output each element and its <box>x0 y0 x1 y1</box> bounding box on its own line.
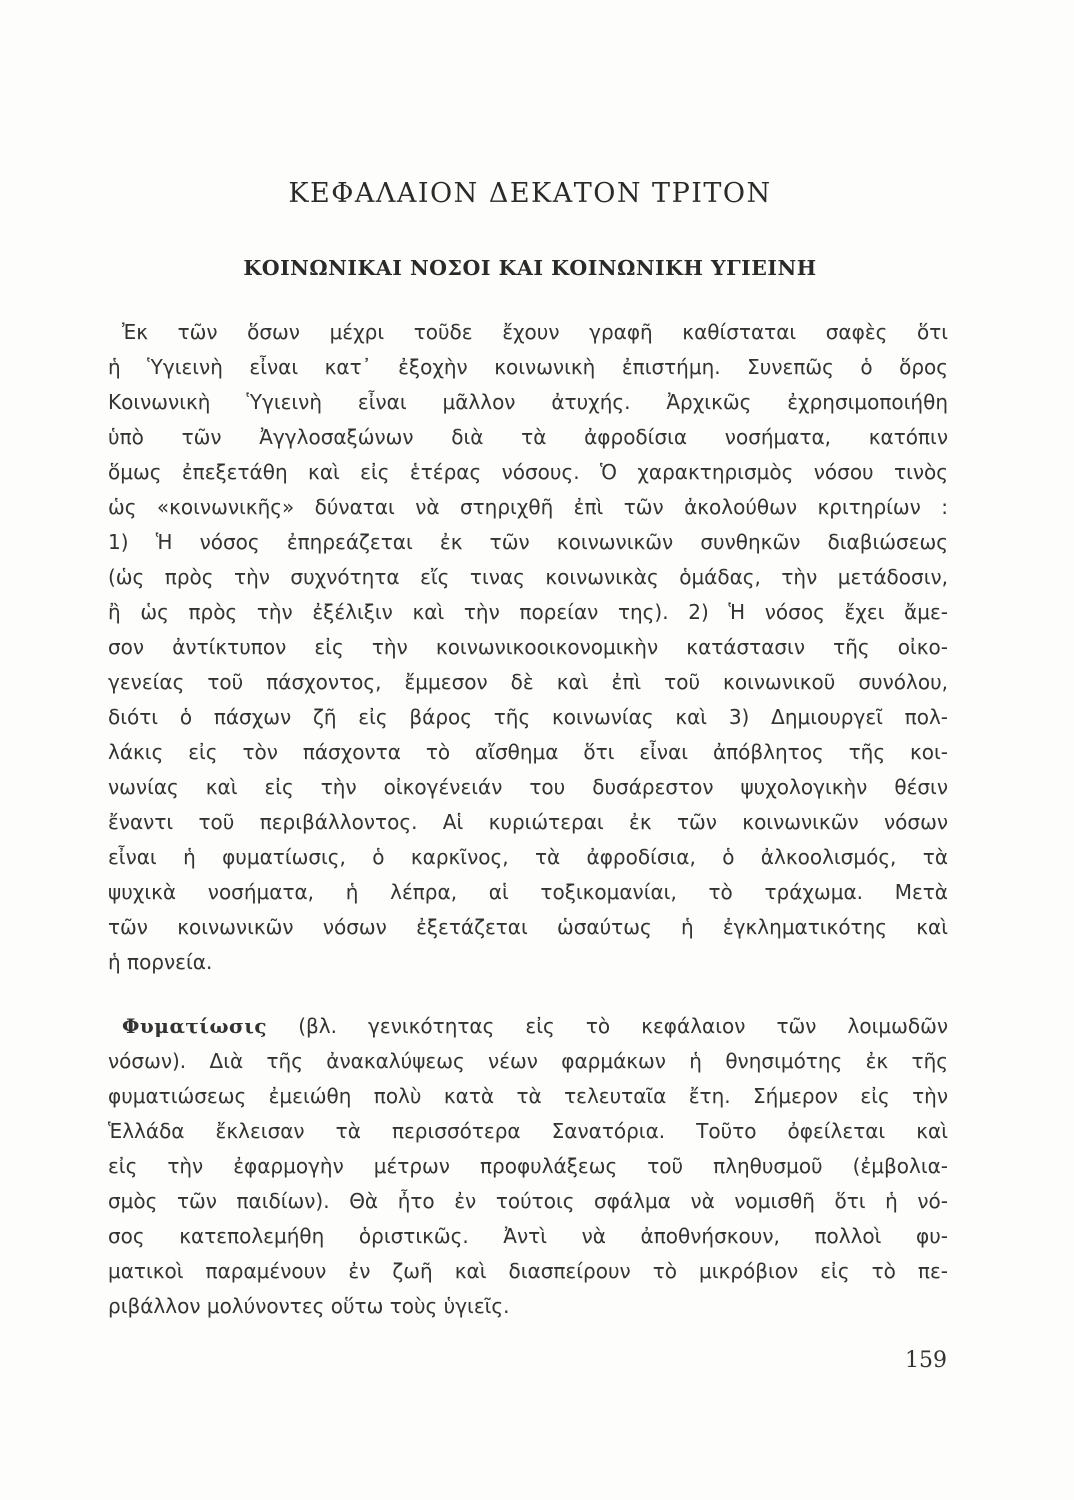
text-line: λάκις εἰς τὸν πάσχοντα τὸ αἴσθημα ὅτι εἶναι ἀπόβλητος τῆς κοι- <box>108 740 948 764</box>
text-line: τῶν κοινωνικῶν νόσων ἐξετάζεται ὡσαύτως ἡ ἐγκληματικότης καὶ <box>108 915 948 939</box>
text-fragment: (βλ. γενικότητας εἰς τὸ κεφάλαιον τῶν λοιμωδῶν <box>298 1014 948 1038</box>
text-line: 1) Ἡ νόσος ἐπηρεάζεται ἐκ τῶν κοινωνικῶν συνθηκῶν διαβιώσεως <box>108 530 948 554</box>
text-line: (ὡς πρὸς τὴν συχνότητα εἴς τινας κοινωνικὰς ὁμάδας, τὴν μετάδοσιν, <box>108 565 948 589</box>
text-line: ἢ ὡς πρὸς τὴν ἐξέλιξιν καὶ τὴν πορείαν της). 2) Ἡ νόσος ἔχει ἄμε- <box>108 600 948 624</box>
text-line: νωνίας καὶ εἰς τὴν οἰκογένειάν του δυσάρεστον ψυχολογικὴν θέσιν <box>108 775 948 799</box>
text-line: Ἐκ τῶν ὅσων μέχρι τοῦδε ἔχουν γραφῆ καθίσταται σαφὲς ὅτι <box>122 320 948 344</box>
text-line: φυματιώσεως ἐμειώθη πολὺ κατὰ τὰ τελευταῖα ἔτη. Σήμερον εἰς τὴν <box>108 1084 948 1108</box>
text-line: Ἑλλάδα ἔκλεισαν τὰ περισσότερα Σανατόρια. Τοῦτο ὀφείλεται καὶ <box>108 1119 948 1143</box>
text-line: ὡς «κοινωνικῆς» δύναται νὰ στηριχθῆ ἐπὶ τῶν ἀκολούθων κριτηρίων : <box>108 495 948 519</box>
text-line: νόσων). Διὰ τῆς ἀνακαλύψεως νέων φαρμάκων ἡ θνησιμότης ἐκ τῆς <box>108 1049 948 1073</box>
text-line: γενείας τοῦ πάσχοντος, ἔμμεσον δὲ καὶ ἐπὶ τοῦ κοινωνικοῦ συνόλου, <box>108 670 948 694</box>
text-line <box>122 1012 948 1042</box>
text-line: εἶναι ἡ φυματίωσις, ὁ καρκῖνος, τὰ ἀφροδίσια, ὁ ἀλκοολισμός, τὰ <box>108 845 948 869</box>
section-title: ΚΟΙΝΩΝΙΚΑΙ ΝΟΣΟΙ ΚΑΙ ΚΟΙΝΩΝΙΚΗ ΥΓΙΕΙΝΗ <box>243 256 817 280</box>
text-line: ριβάλλον μολύνοντες οὕτω τοὺς ὑγιεῖς. <box>108 1294 510 1318</box>
text-line: Κοινωνικὴ Ὑγιεινὴ εἶναι μᾶλλον ἀτυχής. Ἀρχικῶς ἐχρησιμοποιήθη <box>108 390 948 414</box>
text-line: ἡ Ὑγιεινὴ εἶναι κατ᾽ ἐξοχὴν κοινωνικὴ ἐπιστήμη. Συνεπῶς ὁ ὅρος <box>108 355 948 379</box>
text-line: εἰς τὴν ἐφαρμογὴν μέτρων προφυλάξεως τοῦ πληθυσμοῦ (ἐμβολια- <box>108 1154 948 1178</box>
text-line: ὅμως ἐπεξετάθη καὶ εἰς ἑτέρας νόσους. Ὁ χαρακτηρισμὸς νόσου τινὸς <box>108 460 948 484</box>
chapter-title: ΚΕΦΑΛΑΙΟΝ ΔΕΚΑΤΟΝ ΤΡΙΤΟΝ <box>288 178 772 209</box>
page-number: 159 <box>905 1348 947 1373</box>
text-line: σον ἀντίκτυπον εἰς τὴν κοινωνικοοικονομικὴν κατάστασιν τῆς οἰκο- <box>108 635 948 659</box>
text-line: ὑπὸ τῶν Ἀγγλοσαξώνων διὰ τὰ ἀφροδίσια νοσήματα, κατόπιν <box>108 425 948 449</box>
text-line: σος κατεπολεμήθη ὁριστικῶς. Ἀντὶ νὰ ἀποθνήσκουν, πολλοὶ φυ- <box>108 1224 948 1248</box>
text-line: διότι ὁ πάσχων ζῆ εἰς βάρος τῆς κοινωνίας καὶ 3) Δημιουργεῖ πολ- <box>108 705 948 729</box>
text-line: ψυχικὰ νοσήματα, ἡ λέπρα, αἱ τοξικομανίαι, τὸ τράχωμα. Μετὰ <box>108 880 948 904</box>
text-line: ἡ πορνεία. <box>108 950 213 974</box>
text-line: ἔναντι τοῦ περιβάλλοντος. Αἱ κυριώτεραι ἐκ τῶν κοινωνικῶν νόσων <box>108 810 948 834</box>
text-line: ματικοὶ παραμένουν ἐν ζωῆ καὶ διασπείρουν τὸ μικρόβιον εἰς τὸ πε- <box>108 1259 948 1283</box>
text-line: σμὸς τῶν παιδίων). Θὰ ἦτο ἐν τούτοις σφάλμα νὰ νομισθῆ ὅτι ἡ νό- <box>108 1189 948 1213</box>
term-tuberculosis: Φυματίωσις <box>122 1014 268 1038</box>
